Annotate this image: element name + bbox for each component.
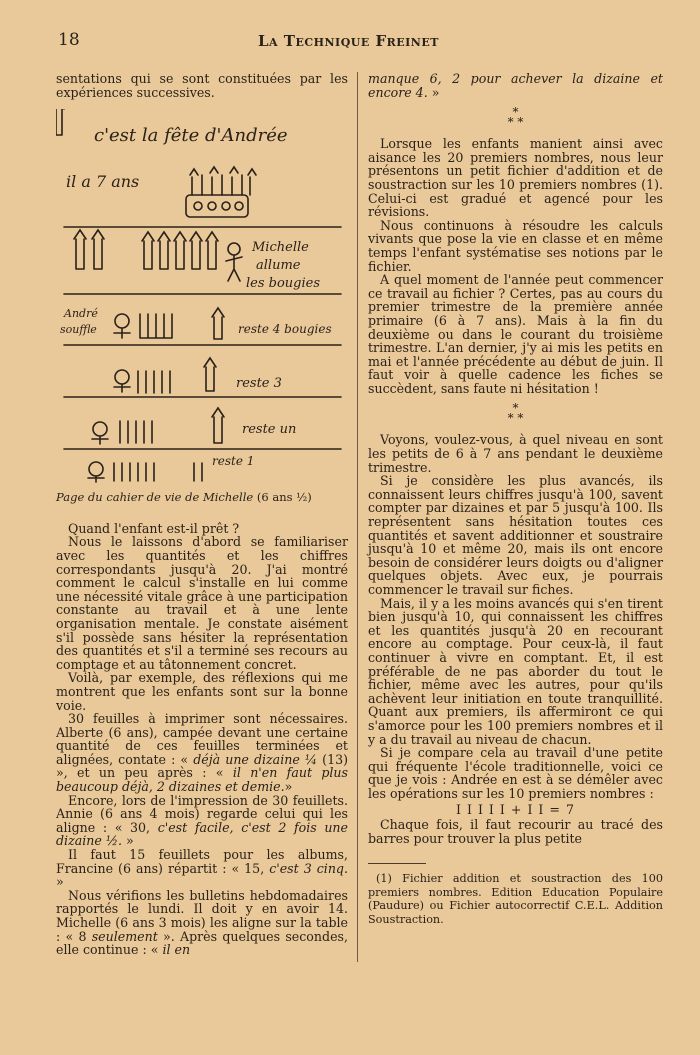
- drawing-text: reste 4 bougies: [238, 322, 332, 337]
- drawing-text: les bougies: [246, 276, 321, 292]
- drawing-text: reste 1: [212, 454, 255, 469]
- section-separator: * * *: [507, 401, 524, 426]
- paragraph: Lorsque les enfants manient ainsi avec aisance les 20 premiers nombres, nous leur présentons un petit fichier d'addition et de soustraction sur les 10 premiers nombres (1). Celui-ci est gradué et agencé pour les révisions.: [368, 136, 663, 220]
- paragraph: Encore, lors de l'impression de 30 feuillets. Annie (6 ans 4 mois) regarde celui qui les aligne : « 30, c'est facile, c'est 2 fois une dizaine ½. »: [56, 792, 349, 849]
- paragraph: A quel moment de l'année peut commencer ce travail au fichier ? Certes, pas au cours du premier trimestre de la première année primaire (6 à 7 ans). Mais à la fin du deuxième ou dans le courant du troisième trimestre. L'an dernier, j'y ai mis les petits en mai et l'année précédente au début de juin. Il faut voir à quelle cadence les fiches se succèdent, sans faute ni hésitation !: [368, 272, 663, 396]
- right-column: [368, 72, 663, 926]
- paragraph: Chaque fois, il faut recourir au tracé des barres pour trouver la plus petite: [368, 817, 663, 846]
- column-rule: [357, 72, 358, 962]
- paragraph: Nous continuons à résoudre les calculs vivants que pose la vie en classe et en même temps l'enfant systématise ses notions par le fichier.: [368, 217, 663, 274]
- section-separator: * * *: [507, 105, 524, 130]
- paragraph: 30 feuilles à imprimer sont nécessaires. Alberte (6 ans), campée devant une certaine quantité de ces feuilles terminées et alignées, contate : « déjà une dizaine ¼ (13) », et un peu après : « il n'en faut plus beaucoup déjà, 2 dizaines et demie.»: [56, 711, 349, 795]
- drawing-text: reste 3: [236, 376, 282, 392]
- paragraph: Voilà, par exemple, des réflexions qui me montrent que les enfants sont sur la bonne voie.: [56, 670, 348, 713]
- drawing-text: allume: [256, 258, 301, 274]
- drawing-text: Michelle: [252, 240, 309, 256]
- formula: I I I I I + I I = 7: [456, 801, 575, 817]
- drawing-text: il a 7 ans: [66, 172, 140, 192]
- paragraph: sentations qui se sont constituées par les expériences successives.: [56, 71, 348, 100]
- paragraph: Mais, il y a les moins avancés qui s'en tirent bien jusqu'à 10, qui connaissent les chiffres et les quantités jusqu'à 20 en recourant encore au comptage. Pour ceux-là, il faut continuer à vivre en comptant. Et, il est préférable de ne pas aborder du tout le fichier, même avec les autres, pour qu'ils achèvent leur initiation en toute tranquillité. Quant aux premiers, ils affermiront ce qui s'amorce pour les 100 premiers nombres et il y a du travail au niveau de chacun.: [368, 595, 663, 747]
- running-header-title: La Technique Freinet: [258, 32, 439, 50]
- paragraph: Voyons, voulez-vous, à quel niveau en sont les petits de 6 à 7 ans pendant le deuxième trimestre.: [368, 432, 663, 475]
- drawing-text: reste un: [242, 422, 297, 438]
- left-column: [56, 72, 348, 957]
- paragraph: Nous vérifions les bulletins hebdomadaires rapportés le lundi. Il doit y en avoir 14. Michelle (6 ans 3 mois) les aligne sur la table : « 8 seulement ». Après quelques secondes, elle continue : « il en: [56, 887, 348, 958]
- paragraph: Si je compare cela au travail d'une petite qui fréquente l'école traditionnelle, voici ce que je vois : Andrée en est à se démêler avec les opérations sur les 10 premiers nombres :: [368, 745, 663, 801]
- drawing-text: c'est la fête d'Andrée: [94, 125, 288, 147]
- drawing-text: André: [64, 307, 98, 321]
- drawing-text: souffle: [60, 323, 97, 337]
- footnote: (1) Fichier addition et soustraction des 100 premiers nombres. Edition Education Populaire (Paudure) ou Fichier autocorrectif C.E.L. Addition Soustraction.: [368, 872, 663, 926]
- paragraph: Il faut 15 feuillets pour les albums, Francine (6 ans) répartit : « 15, c'est 3 cinq. »: [56, 847, 349, 890]
- paragraph: Nous le laissons d'abord se familiariser avec les quantités et les chiffres correspondants jusqu'à 20. J'ai montré comment le calcul s'installe en lui comme une nécessité vitale grâce à une participation constante au travail et à une lente organisation mentale. Je constate aisément s'il possède sans hésiter la représentation des quantités et s'il a terminé ses recours au comptage et au tâtonnement concret.: [56, 534, 348, 672]
- paragraph: Si je considère les plus avancés, ils connaissent leurs chiffres jusqu'à 100, savent compter par dizaines et par 5 jusqu'à 100. Ils représentent sans hésitation toutes ces quantités et savent additionner et soustraire jusqu'à 10 et même 20, mais ils ont encore besoin de considérer leurs doigts ou d'aligner quelques objets. Avec eux, je pourrais commencer le travail sur fiches.: [368, 473, 663, 597]
- figure-caption: Page du cahier de vie de Michelle (6 ans ½): [56, 489, 312, 504]
- page-number: 18: [58, 30, 80, 50]
- paragraph: Quand l'enfant est-il prêt ?: [68, 520, 240, 536]
- child-drawing: [56, 109, 348, 484]
- paragraph: manque 6, 2 pour achever la dizaine et encore 4. »: [368, 71, 663, 100]
- footnote-rule: [368, 863, 426, 864]
